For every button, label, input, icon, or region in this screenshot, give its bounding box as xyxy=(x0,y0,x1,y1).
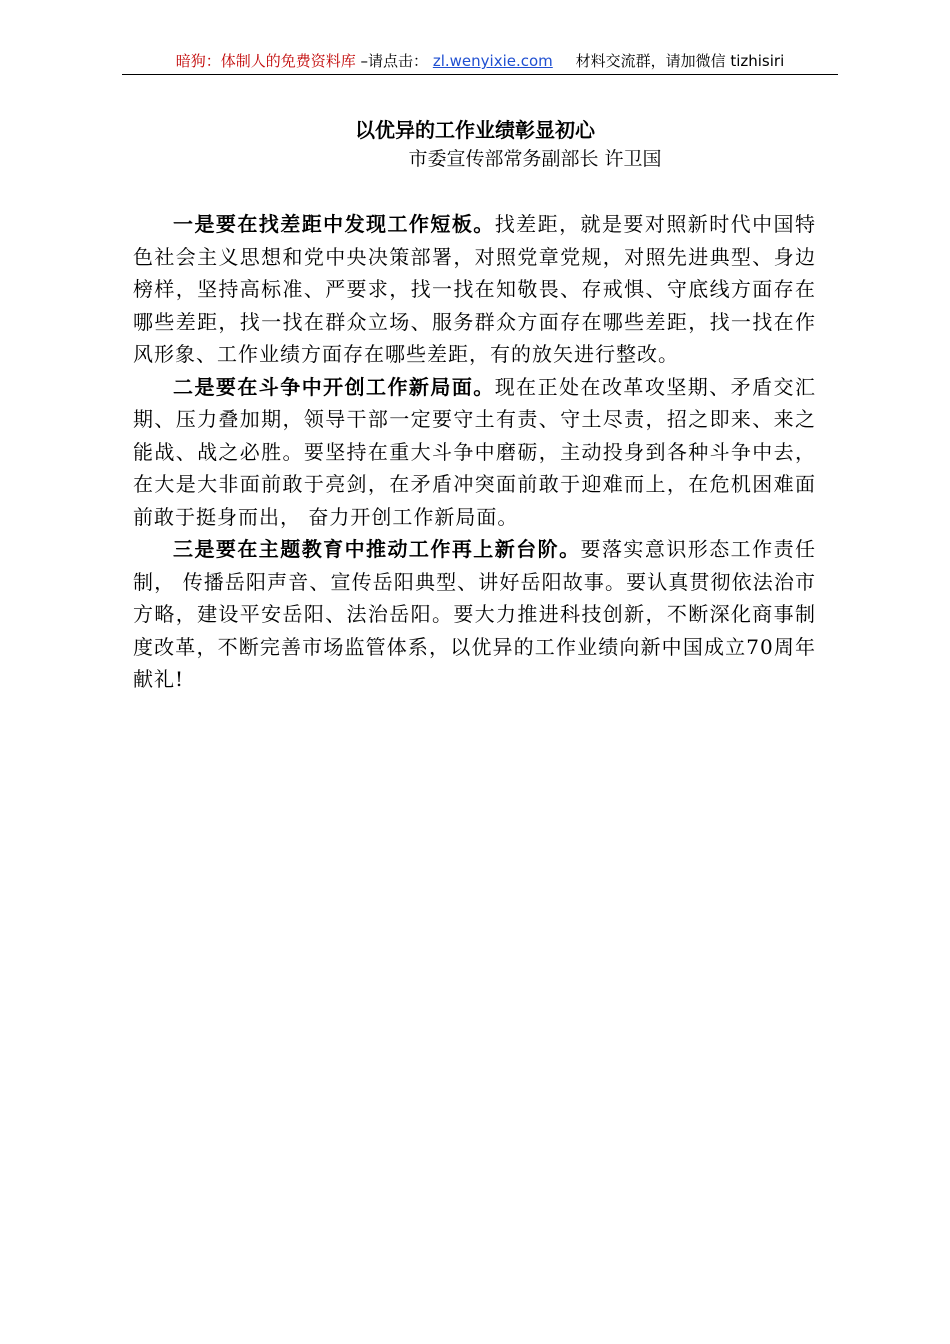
paragraph-text: 现在正处在改革攻坚期、矛盾交汇期、压力叠加期，领导干部一定要守土有责、守土尽责，招之即来、来之能战、战之必胜。要坚持在重大斗争中磨砺，主动投身到各种斗争中去，在大是大非面前敢于亮剑，在矛盾冲突面前敢于迎难而上，在危机困难面前敢于挺身而出， 奋力开创工作新局面。 xyxy=(133,374,817,529)
paragraph xyxy=(133,371,816,534)
header-link[interactable]: zl.wenyixie.com xyxy=(432,52,553,70)
document-body xyxy=(133,208,816,696)
paragraph-lead: 二是要在斗争中开创工作新局面。 xyxy=(173,374,495,399)
paragraph-lead: 一是要在找差距中发现工作短板。 xyxy=(173,212,495,236)
paragraph xyxy=(133,533,816,696)
paragraph-lead: 三是要在主题教育中推动工作再上新台阶。 xyxy=(173,537,581,561)
document-title: 以优异的工作业绩彰显初心 xyxy=(355,118,595,142)
header-brand: 暗狗：体制人的免费资料库 xyxy=(175,52,356,70)
paragraph-text: 找差距，就是要对照新时代中国特色社会主义思想和党中央决策部署，对照党章党规，对照先进典型、身边榜样，坚持高标准、严要求，找一找在知敬畏、存戒惧、守底线方面存在哪些差距，找一找在群众立场、服务群众方面存在哪些差距，找一找在作风形象、工作业绩方面存在哪些差距，有的放矢进行整改。 xyxy=(133,212,817,366)
header-group-note: 材料交流群，请加微信 tizhisiri xyxy=(575,52,785,70)
document-byline: 市委宣传部常务副部长 许卫国 xyxy=(408,148,662,170)
page-header xyxy=(122,50,838,75)
paragraph xyxy=(133,208,816,371)
header-prompt: –请点击： xyxy=(360,52,429,70)
paragraph-text: 要落实意识形态工作责任制， 传播岳阳声音、宣传岳阳典型、讲好岳阳故事。要认真贯彻依法治市方略，建设平安岳阳、法治岳阳。要大力推进科技创新，不断深化商事制度改革，不断完善市场监管体系，以优异的工作业绩向新中国成立70周年献礼! xyxy=(133,537,817,691)
